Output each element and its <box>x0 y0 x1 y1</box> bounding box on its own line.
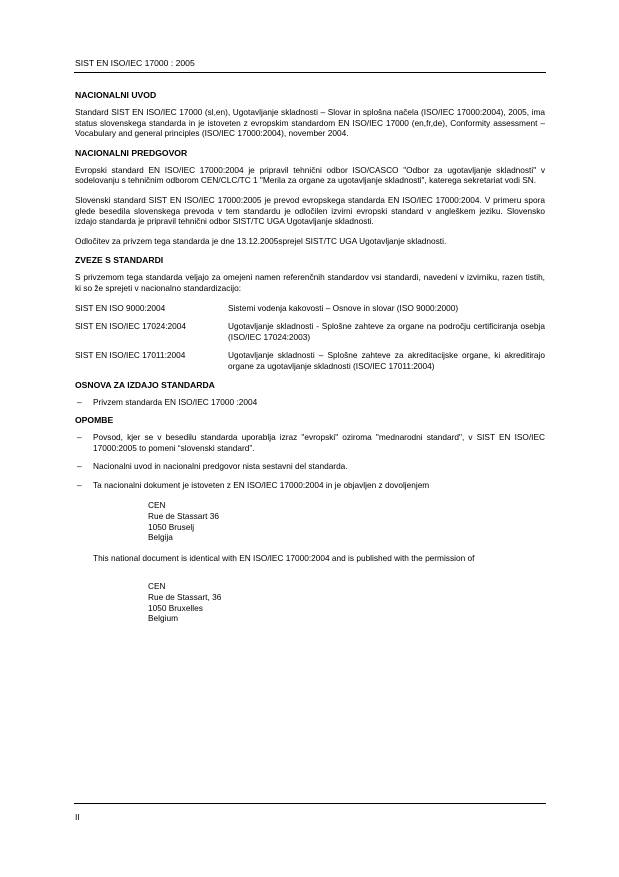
footer-rule <box>74 803 546 804</box>
paragraph: Evropski standard EN ISO/IEC 17000:2004 je pripravil tehnični odbor ISO/CASCO "Odbor za ugotavljanje skladnosti" v sodelovanju s tehničnim odborom CEN/CLC/TC 1 "Merila za organe za ugotavljanje skladnosti", katerega sekretariat vodi SN. <box>75 164 545 186</box>
bullet-dash: – <box>77 461 82 472</box>
list-item-text: Ta nacionalni dokument je istoveten z EN ISO/IEC 17000:2004 in je objavljen z dovoljenjem <box>93 479 430 490</box>
standard-code: SIST EN ISO 9000:2004 <box>75 302 166 313</box>
paragraph: Slovenski standard SIST EN ISO/IEC 17000:2005 je prevod evropskega standarda EN ISO/IEC 17000:2004. V primeru spora glede besedila slovenskega prevoda v tem standardu je odločilen izvirni evropski standard v angleškem jeziku. Slovensko izdajo standarda je pripravil tehnični odbor SIST/TC UGA Ugotavljanje skladnosti. <box>75 194 545 227</box>
paragraph-english: This national document is identical with EN ISO/IEC 17000:2004 and is published with the permission of <box>93 552 475 563</box>
standard-code: SIST EN ISO/IEC 17011:2004 <box>75 350 186 361</box>
address-line: 1050 Bruselj <box>148 521 195 532</box>
section-heading-nacionalni-predgovor: NACIONALNI PREDGOVOR <box>75 147 188 158</box>
bullet-dash: – <box>77 396 82 407</box>
list-item-text: Privzem standarda EN ISO/IEC 17000 :2004 <box>93 396 258 407</box>
paragraph: Odločitev za privzem tega standarda je dne 13.12.2005sprejel SIST/TC UGA Ugotavljanje skladnosti. <box>75 235 447 246</box>
address-line: Belgium <box>148 613 178 624</box>
address-block-sl <box>148 500 545 542</box>
standard-code: SIST EN ISO/IEC 17024:2004 <box>75 321 186 332</box>
section-heading-nacionalni-uvod: NACIONALNI UVOD <box>75 90 157 100</box>
standard-reference-row <box>75 303 545 314</box>
address-line: CEN <box>148 581 166 592</box>
list-item <box>75 432 545 453</box>
paragraph: S privzemom tega standarda veljajo za omejeni namen referenčnih standardov vsi standardi, navedeni v izvirniku, razen tistih, ki so že sprejeti v nacionalno standardizacijo: <box>75 272 545 293</box>
section-heading-opombe: OPOMBE <box>75 415 114 426</box>
list-item-text: Nacionalni uvod in nacionalni predgovor nista sestavni del standarda. <box>93 461 348 472</box>
bullet-dash: – <box>77 479 82 490</box>
running-header: SIST EN ISO/IEC 17000 : 2005 <box>75 58 195 68</box>
list-item <box>75 480 545 491</box>
standard-title: Ugotavljanje skladnosti – Splošne zahteve za akreditacijske organe, ki akreditirajo organe za ugotavljanje skladnosti (ISO/IEC 17011:2004) <box>228 350 545 371</box>
list-item-text: Povsod, kjer se v besedilu standarda uporablja izraz "evropski" oziroma "mednarodni standard", v SIST EN ISO/IEC 17000:2005 to pomeni “slovenski standard”. <box>93 432 545 453</box>
address-line: Rue de Stassart, 36 <box>148 592 222 603</box>
address-line: Rue de Stassart 36 <box>148 511 220 522</box>
list-item <box>75 461 545 472</box>
paragraph: Standard SIST EN ISO/IEC 17000 (sl,en), Ugotavljanje skladnosti – Slovar in splošna načela (ISO/IEC 17000:2004), 2005, ima status slovenskega standarda in je istoveten z evropskim standardom EN ISO/IEC 17000 (en,fr,de), Conformity assessment – Vocabulary and general principles (ISO/IEC 17000:2004), november 2004. <box>75 107 545 139</box>
address-line: CEN <box>148 500 166 511</box>
standard-title: Ugotavljanje skladnosti - Splošne zahteve za organe na področju certificiranja osebja (ISO/IEC 17024:2003) <box>228 321 545 342</box>
address-block-en <box>148 581 545 623</box>
section-heading-zveze-s-standardi: ZVEZE S STANDARDI <box>75 255 164 266</box>
address-line: Belgija <box>148 532 173 543</box>
header-rule <box>74 72 546 73</box>
standard-title: Sistemi vodenja kakovosti – Osnove in slovar (ISO 9000:2000) <box>228 302 459 313</box>
standard-reference-row <box>75 321 545 342</box>
bullet-dash: – <box>77 432 82 443</box>
page-content <box>75 90 545 634</box>
standard-reference-row <box>75 350 545 371</box>
section-heading-osnova-za-izdajo: OSNOVA ZA IZDAJO STANDARDA <box>75 379 215 390</box>
list-item <box>75 397 545 408</box>
address-line: 1050 Bruxelles <box>148 602 203 613</box>
page-number: II <box>75 812 80 822</box>
